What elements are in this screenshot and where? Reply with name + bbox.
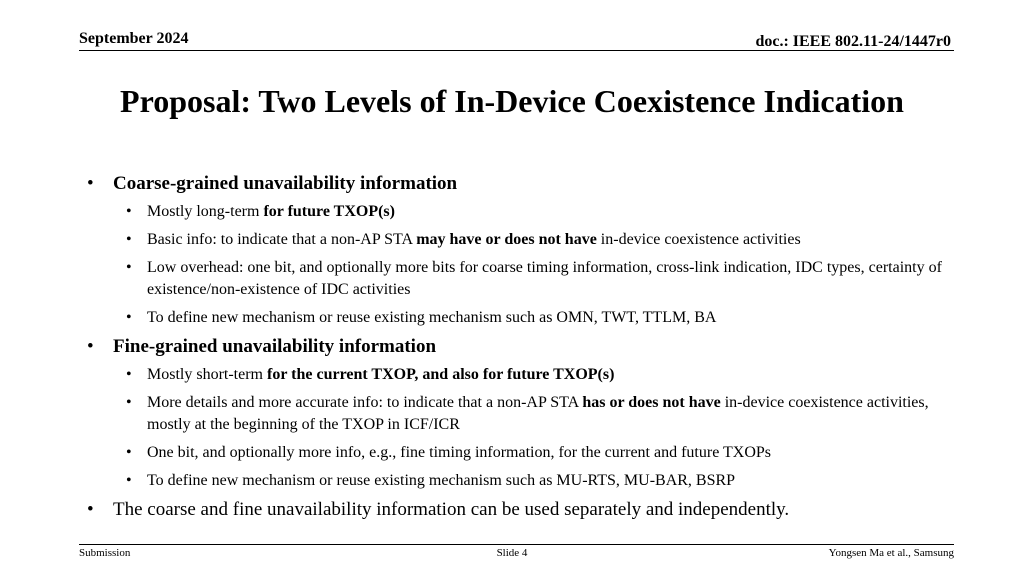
bullet-fine-label: Fine-grained unavailability information (113, 336, 437, 357)
bullet-marker: • (87, 499, 94, 520)
sub-bullet-marker: • (126, 309, 132, 326)
bullet-fine (87, 335, 947, 359)
sub-bullet-marker: • (126, 366, 132, 383)
slide-content (87, 172, 947, 527)
sub-bullet-marker: • (126, 203, 132, 220)
sub-bullet-text: in-device coexistence activities, mostly at the beginning of the TXOP in ICF/ICR (147, 394, 929, 433)
sub-bullet (87, 307, 947, 329)
sub-bullet-text: To define new mechanism or reuse existing mechanism such as MU-RTS, MU-BAR, BSRP (147, 472, 736, 489)
footer-divider (79, 544, 954, 545)
footer-author: Yongsen Ma et al., Samsung (828, 547, 954, 559)
sub-bullet-text: More details and more accurate info: to indicate that a non-AP STA (147, 394, 583, 411)
slide-title: Proposal: Two Levels of In-Device Coexistence Indication (120, 83, 904, 119)
sub-bullet-bold: may have or does not have (416, 231, 597, 248)
sub-bullet-marker: • (126, 444, 132, 461)
bullet-coarse-label: Coarse-grained unavailability information (113, 173, 458, 194)
header-doc-id: doc.: IEEE 802.11-24/1447r0 (755, 33, 951, 50)
sub-bullet-bold: for future TXOP(s) (263, 203, 395, 220)
sub-bullet-text: One bit, and optionally more info, e.g., fine timing information, for the current and future TXOPs (147, 444, 772, 461)
bullet-marker: • (87, 173, 94, 194)
header-date: September 2024 (79, 30, 189, 47)
sub-bullet-marker: • (126, 259, 132, 276)
sub-bullet-marker: • (126, 472, 132, 489)
footer-slide-number: Slide 4 (496, 547, 528, 559)
header-divider (79, 50, 954, 51)
sub-bullet-text: in-device coexistence activities (596, 231, 801, 248)
sub-bullet-text: Mostly long-term (147, 203, 264, 220)
sub-bullet (87, 201, 947, 223)
sub-bullet-text: Low overhead: one bit, and optionally more bits for coarse timing information, cross-link indication, IDC types, certainty of existence/non-existence of IDC activities (147, 259, 942, 298)
sub-bullet-marker: • (126, 231, 132, 248)
sub-bullet (87, 364, 947, 386)
sub-bullet (87, 392, 947, 436)
sub-bullet-text: Basic info: to indicate that a non-AP STA (147, 231, 417, 248)
bullet-coarse (87, 172, 947, 196)
sub-bullet (87, 470, 947, 492)
sub-bullet-marker: • (126, 394, 132, 411)
sub-bullet-bold: for the current TXOP, and also for future TXOP(s) (267, 366, 615, 383)
sub-bullet-bold: has or does not have (582, 394, 721, 411)
bullet-marker: • (87, 336, 94, 357)
sub-bullet-text: Mostly short-term (147, 366, 267, 383)
footer-submission: Submission (79, 547, 131, 559)
sub-bullet (87, 229, 947, 251)
sub-bullet (87, 442, 947, 464)
sub-bullet-text: To define new mechanism or reuse existing mechanism such as OMN, TWT, TTLM, BA (147, 309, 717, 326)
sub-bullet (87, 257, 947, 301)
bullet-summary-text: The coarse and fine unavailability information can be used separately and independently. (113, 499, 790, 520)
bullet-summary (87, 498, 947, 522)
